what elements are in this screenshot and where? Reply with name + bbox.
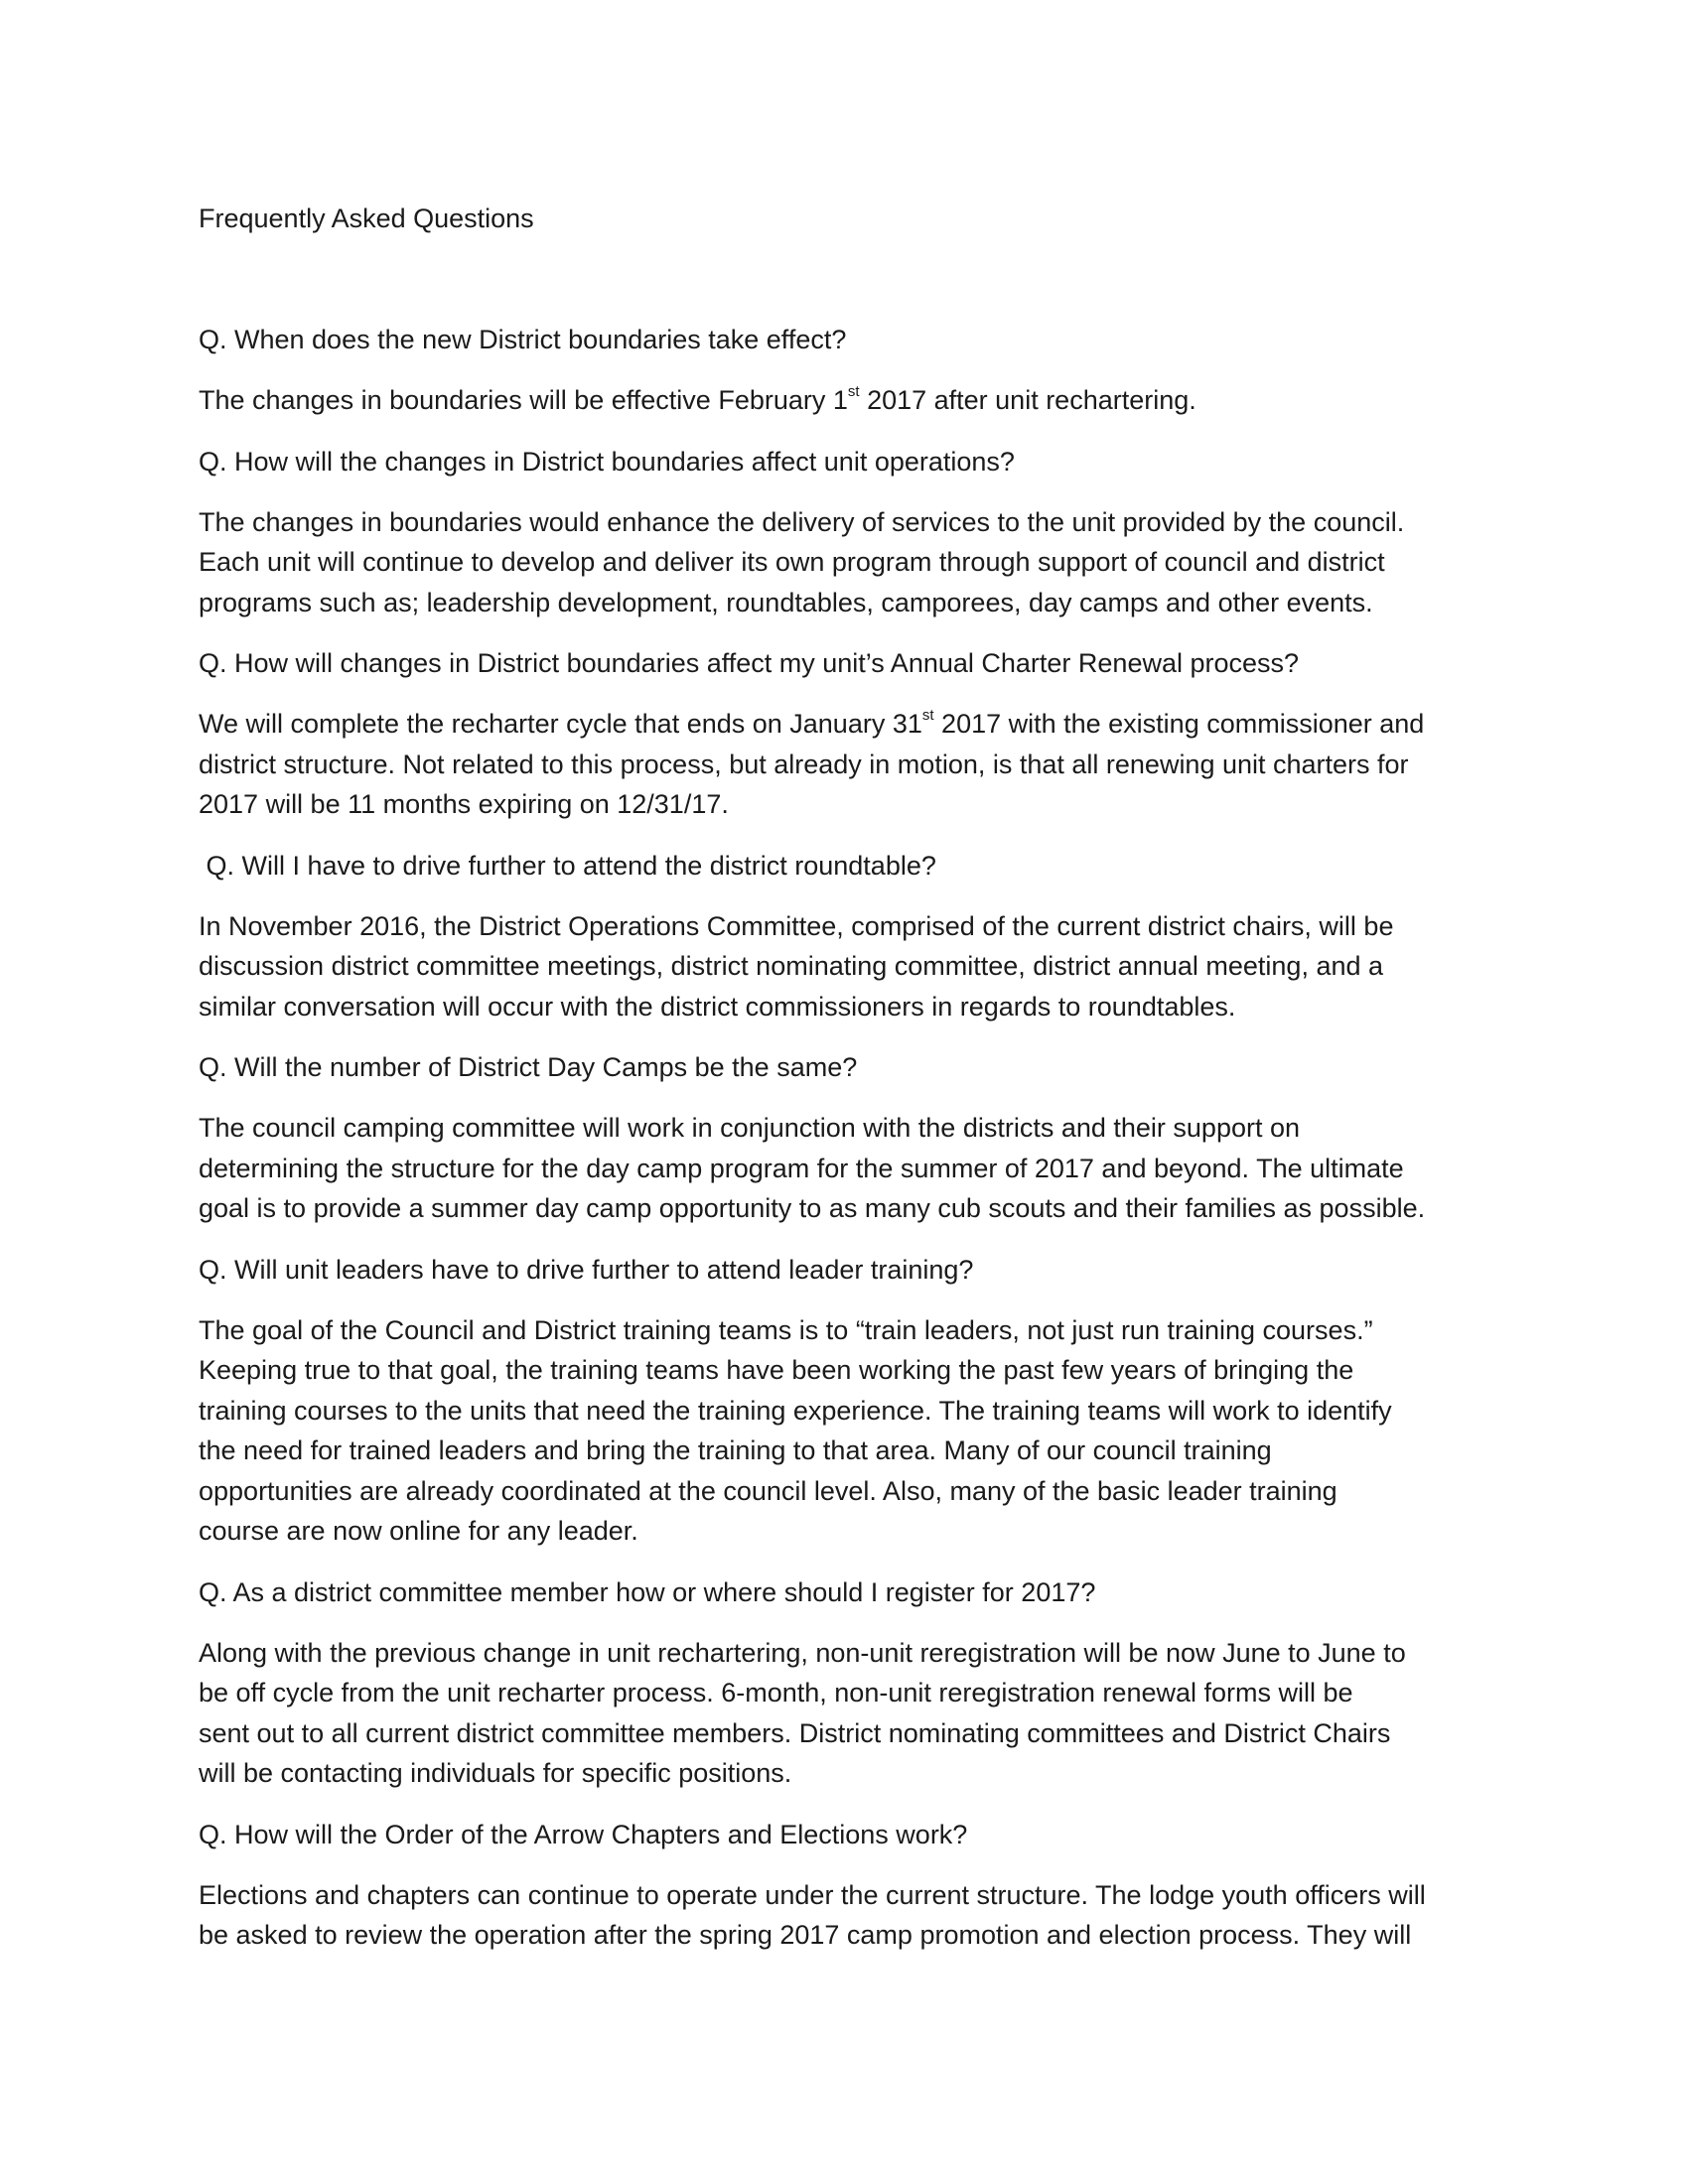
answer-line: Elections and chapters can continue to operate under the current structure. The lodge youth officers will xyxy=(199,1879,1426,1910)
faq-question-7: Q. As a district committee member how or where should I register for 2017? xyxy=(199,1576,1096,1607)
page-title: Frequently Asked Questions xyxy=(199,204,534,233)
answer-line: Each unit will continue to develop and deliver its own program through support of council and district xyxy=(199,547,1385,577)
faq-answer-3 xyxy=(199,704,1499,825)
faq-question-6: Q. Will unit leaders have to drive further to attend leader training? xyxy=(199,1254,974,1285)
answer-line: The goal of the Council and District training teams is to “train leaders, not just run training courses.” xyxy=(199,1314,1373,1345)
answer-line: discussion district committee meetings, district nominating committee, district annual meeting, and a xyxy=(199,951,1384,981)
answer-line: programs such as; leadership development, roundtables, camporees, day camps and other events. xyxy=(199,587,1373,617)
faq-answer-6 xyxy=(199,1310,1499,1552)
faq-answer-8 xyxy=(199,1875,1499,1956)
answer-line: will be contacting individuals for specific positions. xyxy=(199,1758,792,1788)
ordinal-suffix: st xyxy=(921,707,934,724)
answer-line: sent out to all current district committee members. District nominating committees and District Chairs xyxy=(199,1717,1391,1748)
answer-line: The changes in boundaries would enhance the delivery of services to the unit provided by the council. xyxy=(199,506,1405,537)
faq-answer-5 xyxy=(199,1108,1499,1229)
faq-question-8: Q. How will the Order of the Arrow Chapters and Elections work? xyxy=(199,1819,968,1849)
faq-question-1: Q. When does the new District boundaries take effect? xyxy=(199,325,847,354)
answer-line: Along with the previous change in unit rechartering, non-unit reregistration will be now June to June to xyxy=(199,1637,1406,1668)
faq-question-2: Q. How will the changes in District boundaries affect unit operations? xyxy=(199,446,1015,477)
faq-answer-7 xyxy=(199,1633,1499,1794)
answer-line: determining the structure for the day camp program for the summer of 2017 and beyond. The ultimate xyxy=(199,1153,1404,1183)
faq-question-3: Q. How will changes in District boundaries affect my unit’s Annual Charter Renewal process? xyxy=(199,648,1300,678)
answer-line: course are now online for any leader. xyxy=(199,1516,638,1546)
answer-line: opportunities are already coordinated at the council level. Also, many of the basic leader training xyxy=(199,1475,1337,1506)
answer-line: the need for trained leaders and bring the training to that area. Many of our council training xyxy=(199,1435,1272,1465)
answer-line: Keeping true to that goal, the training teams have been working the past few years of bringing the xyxy=(199,1355,1354,1385)
faq-answer-1 xyxy=(199,380,1499,421)
answer-line: training courses to the units that need the training experience. The training teams will work to identify xyxy=(199,1395,1392,1426)
faq-question-4: Q. Will I have to drive further to attend the district roundtable? xyxy=(199,850,936,881)
answer-line: district structure. Not related to this process, but already in motion, is that all renewing unit charters for xyxy=(199,749,1409,779)
answer-line: be off cycle from the unit recharter process. 6-month, non-unit reregistration renewal forms will be xyxy=(199,1678,1353,1707)
answer-line: The changes in boundaries will be effective February 1st 2017 after unit rechartering. xyxy=(199,383,1196,415)
ordinal-suffix: st xyxy=(847,383,860,400)
answer-line: goal is to provide a summer day camp opportunity to as many cub scouts and their families as possible. xyxy=(199,1193,1426,1223)
faq-answer-2 xyxy=(199,502,1499,623)
answer-line: The council camping committee will work in conjunction with the districts and their support on xyxy=(199,1113,1301,1143)
answer-line: We will complete the recharter cycle that ends on January 31st 2017 with the existing commissioner and xyxy=(199,707,1425,739)
answer-line: 2017 will be 11 months expiring on 12/31/17. xyxy=(199,789,729,819)
answer-line: In November 2016, the District Operations Committee, comprised of the current district chairs, will be xyxy=(199,910,1394,941)
answer-line: be asked to review the operation after the spring 2017 camp promotion and election process. They will xyxy=(199,1920,1412,1950)
answer-line: similar conversation will occur with the district commissioners in regards to roundtables. xyxy=(199,991,1236,1022)
faq-answer-4 xyxy=(199,906,1499,1027)
faq-question-5: Q. Will the number of District Day Camps be the same? xyxy=(199,1052,858,1082)
faq-list xyxy=(199,320,1499,1977)
